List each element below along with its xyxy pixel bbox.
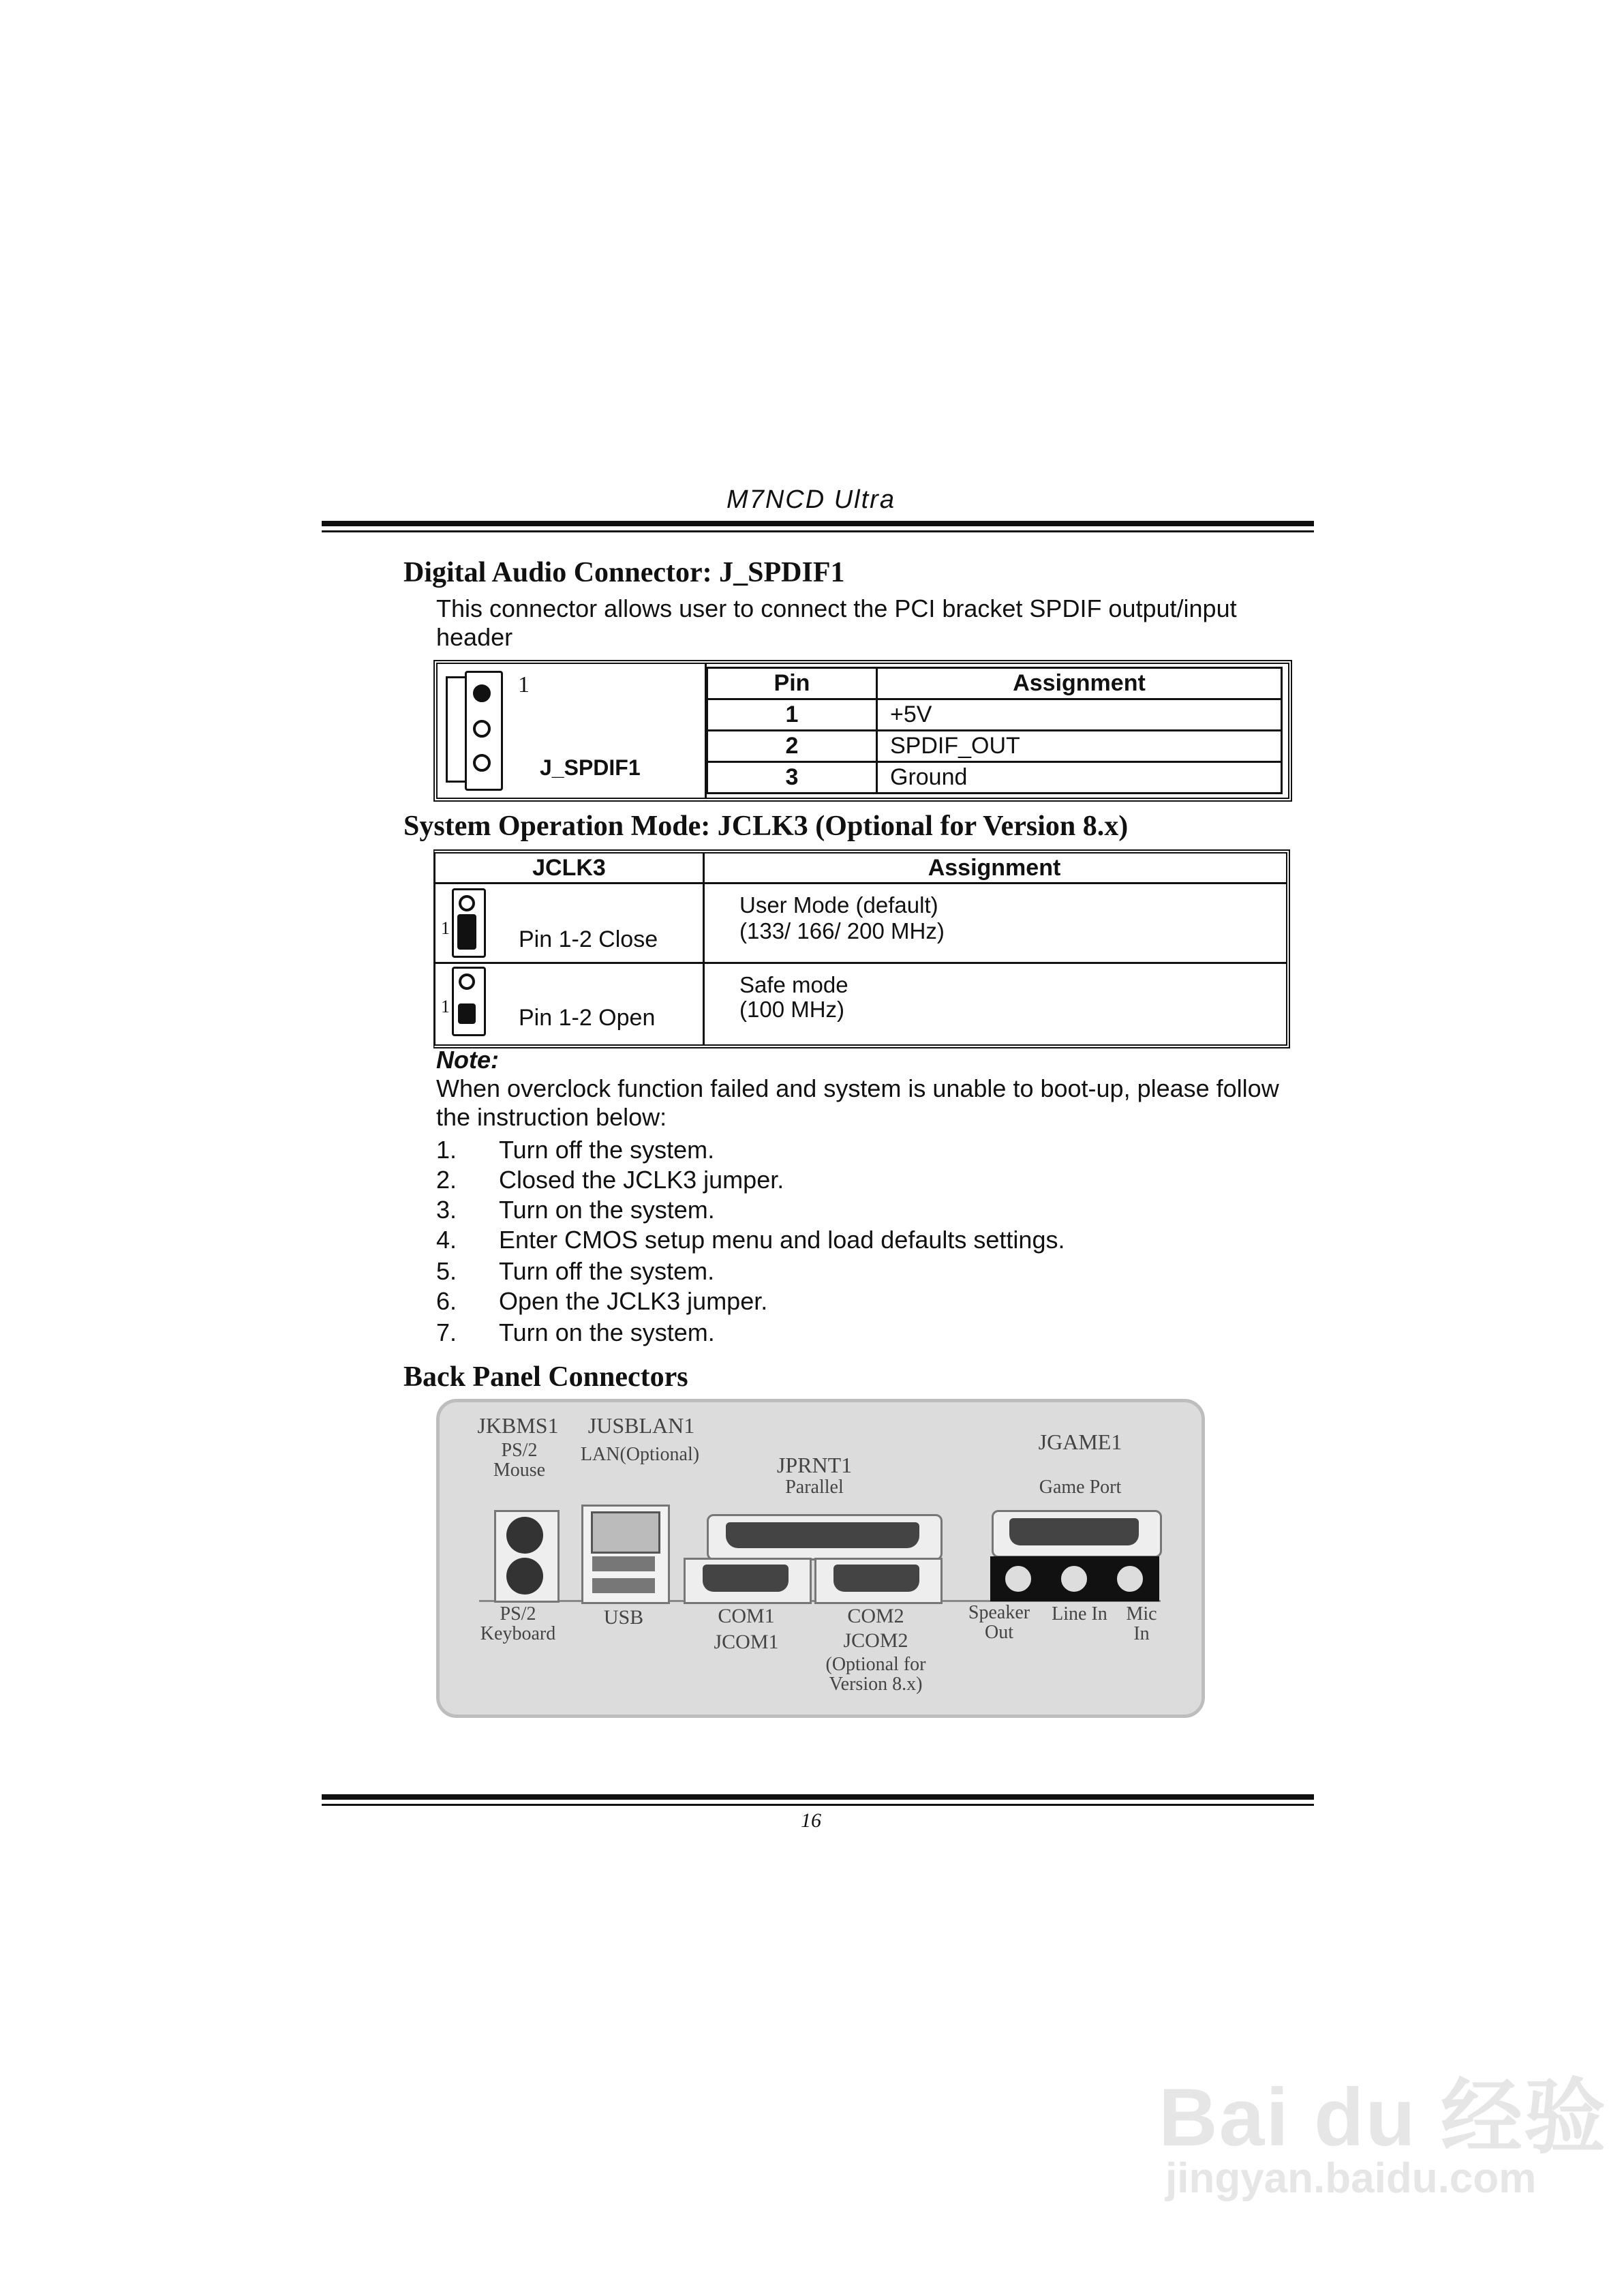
step-text: Turn on the system. [499,1318,715,1346]
label-ps2-keyboard: PS/2 Keyboard [480,1603,556,1645]
label-jcom2: JCOM2 [843,1629,908,1652]
jclk3-heading: System Operation Mode: JCLK3 (Optional for Version 8.x) [403,811,1129,842]
label-usb: USB [603,1606,644,1629]
label-com1: COM1 [718,1605,775,1627]
com2-port-pins [833,1565,919,1592]
label-com2-optional: (Optional for Version 8.x) [825,1654,926,1695]
jclk3-setting: Pin 1-2 Open [519,1005,656,1031]
back-panel-diagram [436,1399,1205,1718]
spdif-header-pin: Pin [707,668,877,699]
step-text: Enter CMOS setup menu and load defaults settings. [499,1226,1065,1254]
step-text: Open the JCLK3 jumper. [499,1287,768,1315]
note-label: Note: [436,1046,499,1074]
table-row [707,731,1282,762]
jclk3-row-marker: 1 [441,997,450,1016]
spdif-diagram [438,664,707,798]
back-panel-heading: Back Panel Connectors [403,1361,688,1393]
note-text: When overclock function failed and system is unable to boot-up, please follow the instruction below: [436,1074,1279,1131]
ps2-mouse-port [506,1517,543,1554]
spdif-pin-3 [473,754,491,772]
jclk3-pin-2 [459,895,475,911]
label-jgame1: JGAME1 [1038,1430,1122,1454]
jclk3-assignment-line2: (133/ 166/ 200 MHz) [739,918,945,943]
label-speaker-out: Speaker Out [968,1602,1030,1644]
spdif-pin-one-marker: 1 [518,672,530,697]
usb-port-2 [592,1578,655,1593]
spdif-pin-table [706,667,1283,794]
spdif-description: This connector allows user to connect the PCI bracket SPDIF output/input header [436,594,1237,651]
label-mic-in: Mic In [1126,1603,1157,1645]
step-number: 5. [436,1257,457,1285]
step-text: Turn off the system. [499,1257,715,1285]
jclk3-header-jclk3: JCLK3 [532,855,606,881]
jclk3-row-marker: 1 [441,918,450,938]
step-text: Turn on the system. [499,1196,715,1224]
label-game-port: Game Port [1039,1477,1122,1498]
label-jkbms1: JKBMS1 [477,1413,559,1438]
step-number: 6. [436,1287,457,1315]
spdif-pin-1 [473,684,491,702]
spdif-assignment-cell: Ground [877,762,1282,794]
speaker-out-jack [1001,1562,1035,1596]
ps2-keyboard-port [506,1558,543,1595]
jclk3-setting: Pin 1-2 Close [519,926,658,952]
step-number: 7. [436,1318,457,1346]
jclk3-pin-2 [459,973,475,990]
header-rule-thick [322,521,1314,526]
label-ps2-mouse: PS/2 Mouse [493,1440,546,1481]
spdif-pin-cell: 1 [707,699,877,731]
watermark-brand: Bai du 经验 [1159,2072,1608,2163]
spdif-header-assignment: Assignment [877,668,1282,699]
document-header-title: M7NCD Ultra [726,485,896,514]
jclk3-assignment-line1: Safe mode [739,972,848,997]
spdif-connector-box [433,660,1292,802]
label-jusblan1: JUSBLAN1 [587,1413,695,1438]
label-line-in: Line In [1052,1603,1107,1625]
spdif-pin-cell: 3 [707,762,877,794]
label-lan-optional: LAN(Optional) [580,1444,700,1465]
table-row [707,762,1282,794]
spdif-diagram-label: J_SPDIF1 [540,755,641,780]
step-text: Turn off the system. [499,1136,715,1164]
step-number: 4. [436,1226,457,1254]
jclk3-assignment-line2: (100 MHz) [739,997,845,1022]
line-in-jack [1057,1562,1091,1596]
jclk3-assignment-line1: User Mode (default) [739,892,938,918]
step-number: 2. [436,1166,457,1194]
page-number: 16 [801,1809,821,1832]
spdif-pin-cell: 2 [707,731,877,762]
game-port-pins [1009,1518,1139,1545]
jclk3-table-box [433,849,1290,1048]
jclk3-jumper-cap [457,914,476,950]
table-row [435,964,1286,1040]
spdif-heading: Digital Audio Connector: J_SPDIF1 [403,557,845,588]
usb-port-1 [592,1556,655,1571]
com1-port-pins [703,1565,789,1592]
lan-port [591,1511,660,1554]
step-number: 3. [436,1196,457,1224]
jclk3-header-assignment: Assignment [928,855,1061,881]
mic-in-jack [1113,1562,1147,1596]
spdif-assignment-cell: +5V [877,699,1282,731]
jclk3-pin-1 [458,1003,476,1024]
parallel-port-pins [726,1522,919,1548]
table-row [435,884,1286,964]
table-row [707,699,1282,731]
spdif-pin-2 [473,720,491,738]
label-jprnt1: JPRNT1 [776,1453,853,1477]
header-rule-thin [322,530,1314,532]
spdif-assignment-cell: SPDIF_OUT [877,731,1282,762]
watermark-url: jingyan.baidu.com [1165,2155,1537,2202]
jclk3-header-row [435,854,1286,884]
step-number: 1. [436,1136,457,1164]
label-com2: COM2 [847,1605,904,1627]
footer-rule-thin [322,1804,1314,1806]
footer-rule-thick [322,1794,1314,1800]
label-parallel: Parallel [785,1477,844,1498]
step-text: Closed the JCLK3 jumper. [499,1166,784,1194]
label-jcom1: JCOM1 [714,1631,779,1653]
